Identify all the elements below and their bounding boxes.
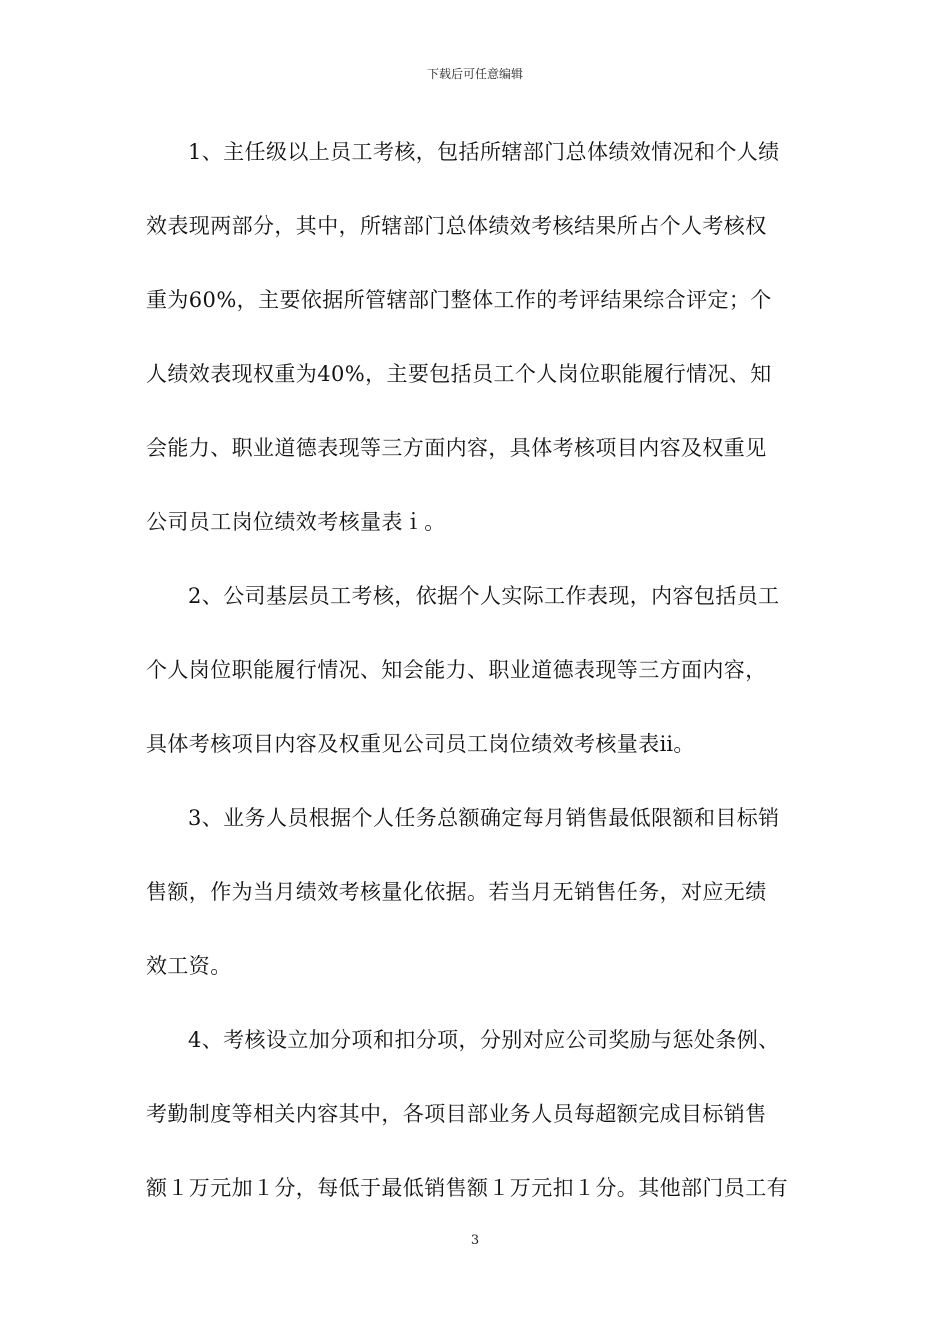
paragraph-1-line-4: 人绩效表现权重为40%，主要包括员工个人岗位职能履行情况、知 (146, 362, 772, 386)
paragraph-1-line-6: 公司员工岗位绩效考核量表ｉ。 (146, 510, 446, 534)
page-header: 下载后可任意编辑 (426, 67, 523, 81)
paragraph-4-line-3: 额１万元加１分，每低于最低销售额１万元扣１分。其他部门员工有 (146, 1176, 788, 1200)
paragraph-1-line-5: 会能力、职业道德表现等三方面内容，具体考核项目内容及权重见 (146, 436, 767, 460)
paragraph-2-line-3: 具体考核项目内容及权重见公司员工岗位绩效考核量表ⅱ。 (146, 732, 695, 756)
paragraph-1-line-1: 1、主任级以上员工考核，包括所辖部门总体绩效情况和个人绩 (188, 140, 780, 164)
page-number: 3 (470, 1233, 480, 1248)
paragraph-3-line-3: 效工资。 (146, 954, 232, 978)
paragraph-4-line-2: 考勤制度等相关内容其中，各项目部业务人员每超额完成目标销售 (146, 1102, 767, 1126)
paragraph-2-line-2: 个人岗位职能履行情况、知会能力、职业道德表现等三方面内容， (146, 658, 767, 682)
paragraph-1-line-3: 重为60%，主要依据所管辖部门整体工作的考评结果综合评定；个 (146, 288, 772, 312)
paragraph-1-line-2: 效表现两部分，其中，所辖部门总体绩效考核结果所占个人考核权 (146, 214, 767, 238)
paragraph-2-line-1: 2、公司基层员工考核，依据个人实际工作表现，内容包括员工 (188, 584, 780, 608)
paragraph-3-line-1: 3、业务人员根据个人任务总额确定每月销售最低限额和目标销 (188, 806, 780, 830)
paragraph-4-line-1: 4、考核设立加分项和扣分项，分别对应公司奖励与惩处条例、 (188, 1028, 780, 1052)
paragraph-3-line-2: 售额，作为当月绩效考核量化依据。若当月无销售任务，对应无绩 (146, 880, 767, 904)
document-body (146, 129, 810, 1239)
